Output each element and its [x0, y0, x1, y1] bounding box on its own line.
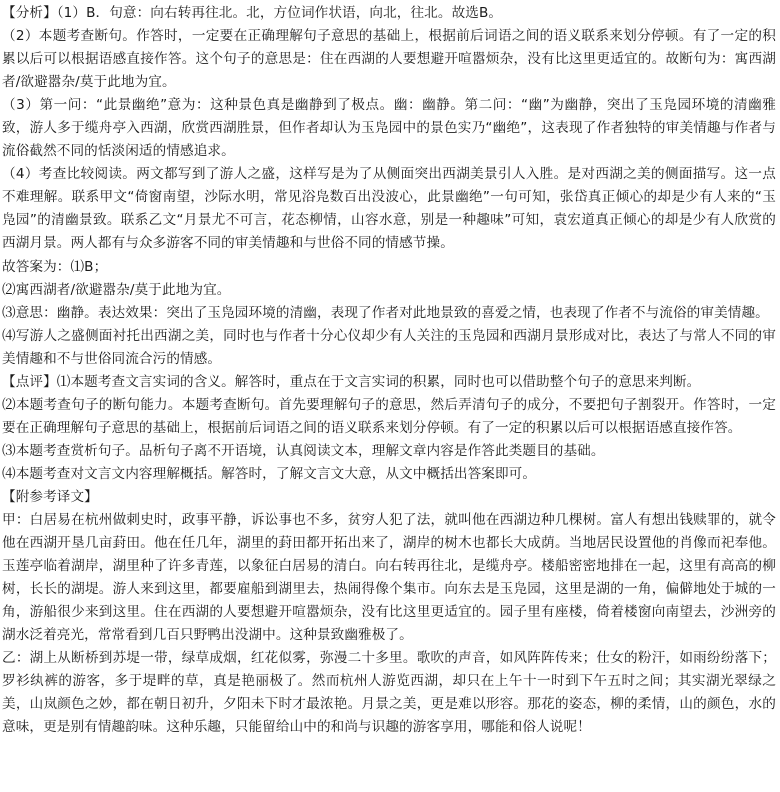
- comment-line: ⑵本题考查句子的断句能力。本题考查断句。首先要理解句子的意思，然后弄清句子的成分，不要把句子割裂开。作答时，一定要在正确理解句子意思的基础上，根据前后词语之间的语义联系来划分停顿。有了一定的积累以后可以根据语感直接作答。: [2, 396, 776, 436]
- comment-line: ⑶本题考查赏析句子。品析句子离不开语境，认真阅读文本，理解文章内容是作答此类题目的基础。: [2, 442, 605, 459]
- analysis-section: [2, 2, 776, 256]
- translation-heading: 【附参考译文】: [2, 488, 98, 505]
- translation-paragraph: 乙：湖上从断桥到苏堤一带，绿草成烟，红花似雾，弥漫二十多里。歌吹的声音，如风阵阵传来；仕女的粉汗，如雨纷纷落下；罗衫纨裤的游客，多于堤畔的草，真是艳丽极了。然而杭州人游览西湖，却只在上午十一时到下午五时之间；其实湖光翠绿之美，山岚颜色之妙，都在朝日初升，夕阳未下时才最浓艳。月景之美，更是难以形容。那花的姿态，柳的柔情，山的颜色，水的意味，更是别有情趣韵味。这种乐趣，只能留给山中的和尚与识趣的游客享用，哪能和俗人说呢！: [2, 650, 776, 736]
- analysis-paragraph: 【分析】（1）B．句意：向右转再往北。北，方位词作状语，向北，往北。故选B。: [2, 5, 503, 21]
- answer-line: ⑷写游人之盛侧面衬托出西湖之美，同时也与作者十分心仪却少有人关注的玉凫园和西湖月景形成对比，表达了与常人不同的审美情趣和不与世俗同流合污的情感。: [2, 327, 776, 367]
- analysis-paragraph: （2）本题考查断句。作答时，一定要在正确理解句子意思的基础上，根据前后词语之间的语义联系来划分停顿。有了一定的积累以后可以根据语感直接作答。这个句子的意思是：住在西湖的人要想避开喧嚣烦杂，没有比这里更适宜的。故断句为：寓西湖者/欲避嚣杂/莫于此地为宜。: [2, 28, 776, 91]
- answers-section: [2, 256, 776, 371]
- answer-line: 故答案为：⑴B；: [2, 258, 108, 275]
- answer-line: ⑵寓西湖者/欲避嚣杂/莫于此地为宜。: [2, 281, 231, 298]
- analysis-paragraph: （4）考查比较阅读。两文都写到了游人之盛，这样写是为了从侧面突出西湖美景引人入胜。是对西湖之美的侧面描写。这一点不难理解。联系甲文“倚窗南望，沙际水明，常见浴凫数百出没波心，此景幽绝”一句可知，张岱真正倾心的却是少有人来的“玉凫园”的清幽景致。联系乙文“月景尤不可言，花态柳情，山容水意，别是一种趣味”可知，袁宏道真正倾心的却是少有人欣赏的西湖月景。两人都有与众多游客不同的审美情趣和与世俗不同的情感节操。: [2, 166, 776, 252]
- comment-line: ⑷本题考查对文言文内容理解概括。解答时，了解文言文大意，从文中概括出答案即可。: [2, 465, 537, 482]
- translation-paragraph: 甲：白居易在杭州做刺史时，政事平静，诉讼事也不多，贫穷人犯了法，就叫他在西湖边种几棵树。富人有想出钱赎罪的，就令他在西湖开垦几亩葑田。他在任几年，湖里的葑田都开拓出来了，湖岸的树木也都长大成荫。当地居民设置他的肖像而祀奉他。玉莲亭临着湖岸，湖里种了许多青莲，以象征白居易的清白。向右转再往北，是缆舟亭。楼船密密地排在一起，这里有高高的柳树，长长的湖堤。游人来到这里，都要雇船到湖里去，热闹得像个集市。向东去是玉凫园，这里是湖的一角，偏僻地处于城的一角，游船很少来到这里。住在西湖的人要想避开喧嚣烦杂，没有比这里更适宜的。园子里有座楼，倚着楼窗向南望去，沙洲旁的湖水泛着亮光，常常看到几百只野鸭出没湖中。这种景致幽雅极了。: [2, 512, 776, 644]
- analysis-paragraph: （3）第一问：“此景幽绝”意为：这种景色真是幽静到了极点。幽：幽静。第二问：“幽”为幽静，突出了玉凫园环境的清幽雅致，游人多于缆舟亭入西湖，欣赏西湖胜景，但作者却认为玉凫园中的景色实乃“幽绝”，这表现了作者独特的审美情趣与作者与流俗截然不同的恬淡闲适的情感追求。: [2, 97, 776, 160]
- answer-line: ⑶意思：幽静。表达效果：突出了玉凫园环境的清幽，表现了作者对此地景致的喜爱之情，也表现了作者不与流俗的审美情趣。: [2, 304, 769, 321]
- comment-line: 【点评】⑴本题考查文言实词的含义。解答时，重点在于文言实词的积累，同时也可以借助整个句子的意思来判断。: [2, 373, 701, 390]
- comment-section: [2, 371, 776, 486]
- translation-section: [2, 486, 776, 740]
